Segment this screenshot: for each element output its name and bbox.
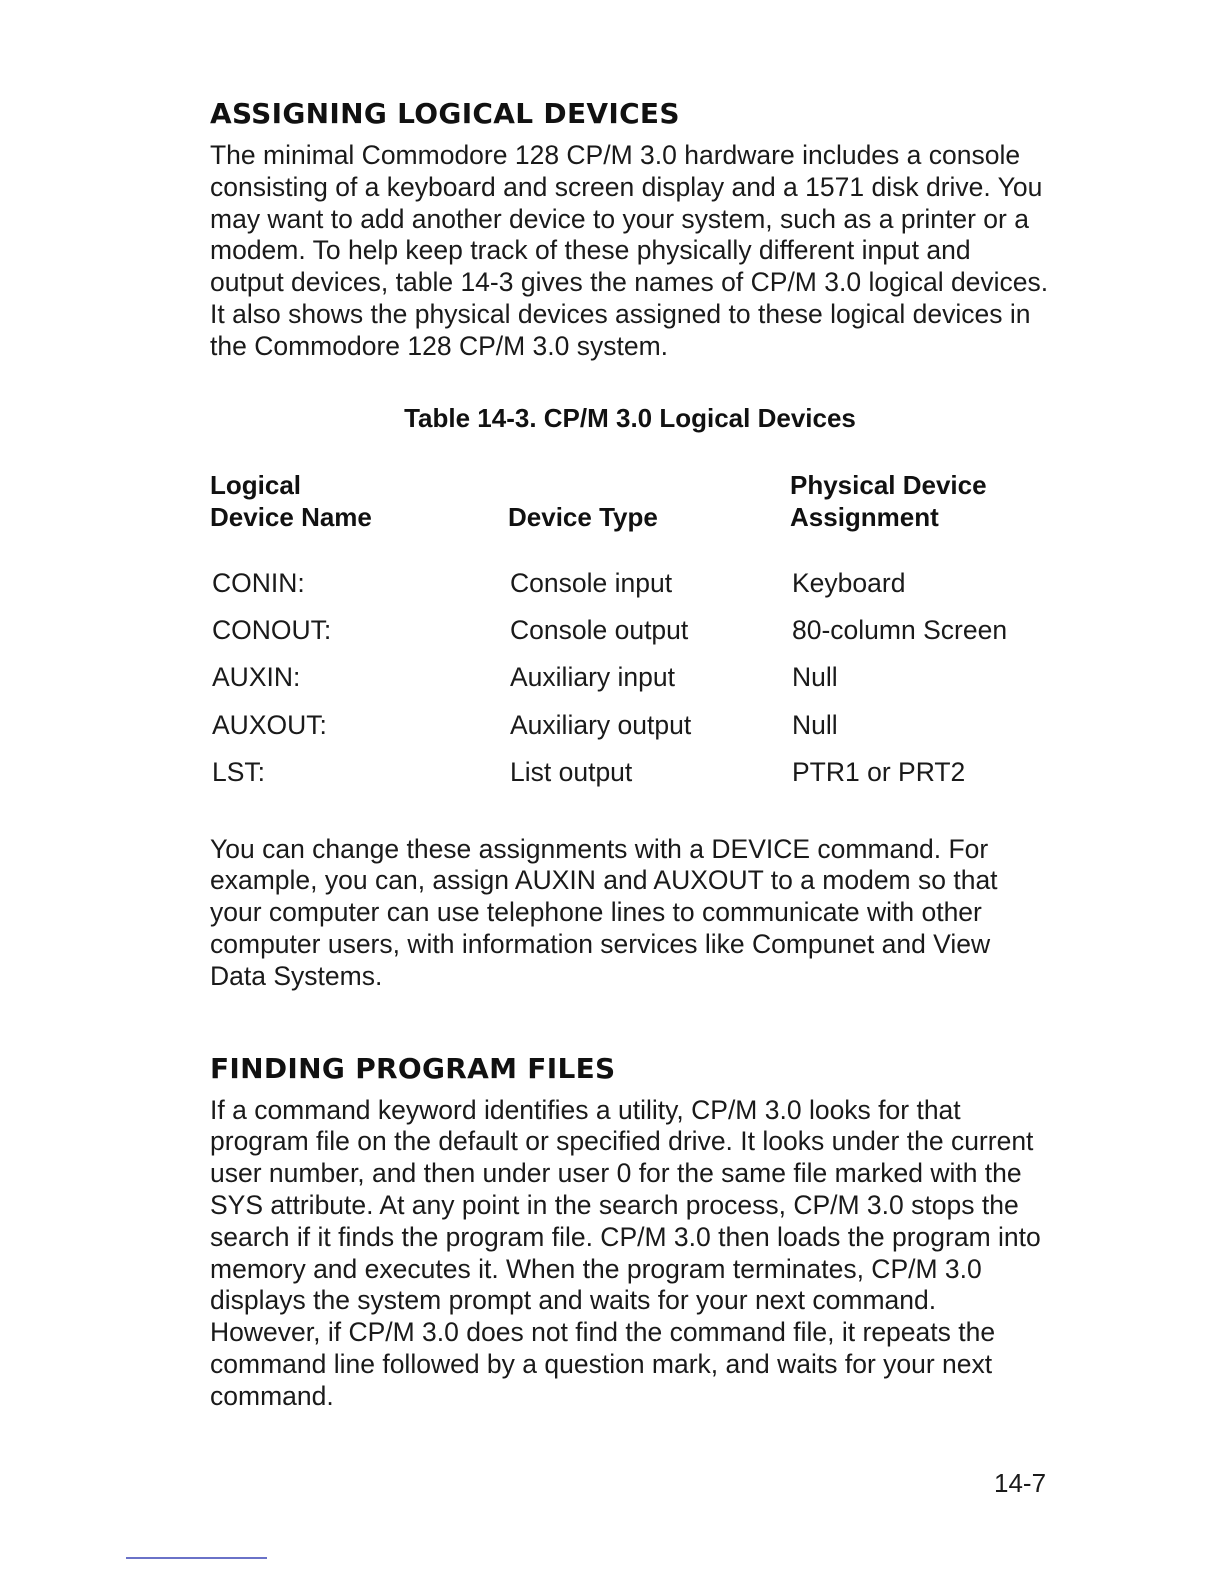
page-content: [210, 96, 1050, 1412]
table-row: [210, 567, 1050, 614]
cell-device-type: Auxiliary input: [510, 662, 675, 693]
cell-device-name: CONIN:: [212, 567, 305, 598]
cell-device-type: Auxiliary output: [510, 709, 692, 740]
intro-paragraph: The minimal Commodore 128 CP/M 3.0 hardware includes a console consisting of a keyboard and screen display and a 1571 disk drive. You may want to add another device to your system, such as a printer or a modem. To help keep track of these physically different input and output devices, table 14-3 gives the names of CP/M 3.0 logical devices. It also shows the physical devices assigned to these logical devices in the Commodore 128 CP/M 3.0 system.: [210, 140, 1049, 361]
finding-program-files-section: [210, 1051, 1050, 1413]
cell-device-type: Console input: [510, 567, 673, 598]
device-command-paragraph: You can change these assignments with a DEVICE command. For example, you can, assign AUXIN and AUXOUT to a modem so that your computer can use telephone lines to communicate with other computer users, with information services like Compunet and View Data Systems.: [210, 833, 998, 991]
header-physical-line2: Assignment: [790, 501, 939, 532]
cell-device-type: List output: [510, 757, 633, 788]
header-logical-device-name: [210, 469, 508, 567]
cell-device-type: Console output: [510, 614, 689, 645]
cell-device-name: AUXIN:: [212, 662, 301, 693]
header-logical-line1: Logical: [210, 469, 302, 500]
cell-device-name: LST:: [212, 757, 266, 788]
cell-device-name: AUXOUT:: [212, 709, 327, 740]
cell-assignment: Null: [792, 662, 838, 693]
page-number: 14-7: [994, 1468, 1047, 1498]
table-row: [210, 709, 1050, 756]
cell-device-name: CONOUT:: [212, 614, 332, 645]
table-caption: Table 14-3. CP/M 3.0 Logical Devices: [404, 402, 856, 433]
program-files-paragraph: If a command keyword identifies a utility, CP/M 3.0 looks for that program file on the default or specified drive. It looks under the current user number, and then under user 0 for the same file marked with the SYS attribute. At any point in the search process, CP/M 3.0 stops the search if it finds the program file. CP/M 3.0 then loads the program into memory and executes it. When the program terminates, CP/M 3.0 displays the system prompt and waits for your next command. However, if CP/M 3.0 does not find the command file, it repeats the command line followed by a question mark, and waits for your next command.: [210, 1094, 1041, 1411]
table-row: [210, 661, 1050, 708]
cell-assignment: 80-column Screen: [792, 614, 1008, 645]
logical-devices-table: [210, 469, 1050, 804]
header-physical-line1: Physical Device: [790, 469, 987, 500]
cell-assignment: Keyboard: [792, 567, 906, 598]
cell-assignment: Null: [792, 709, 838, 740]
header-device-type: [508, 469, 790, 567]
footer-divider: [126, 1557, 267, 1559]
header-logical-line2: Device Name: [210, 501, 372, 532]
section-heading-finding-program-files: FINDING PROGRAM FILES: [210, 1051, 616, 1085]
table-row: [210, 756, 1050, 803]
section-heading-assigning-logical-devices: ASSIGNING LOGICAL DEVICES: [210, 97, 680, 130]
table-row: [210, 614, 1050, 661]
header-physical-device-assignment: [790, 469, 1050, 567]
cell-assignment: PTR1 or PRT2: [792, 757, 966, 788]
table-header-row: [210, 469, 1050, 567]
header-device-type-label: Device Type: [508, 501, 658, 532]
